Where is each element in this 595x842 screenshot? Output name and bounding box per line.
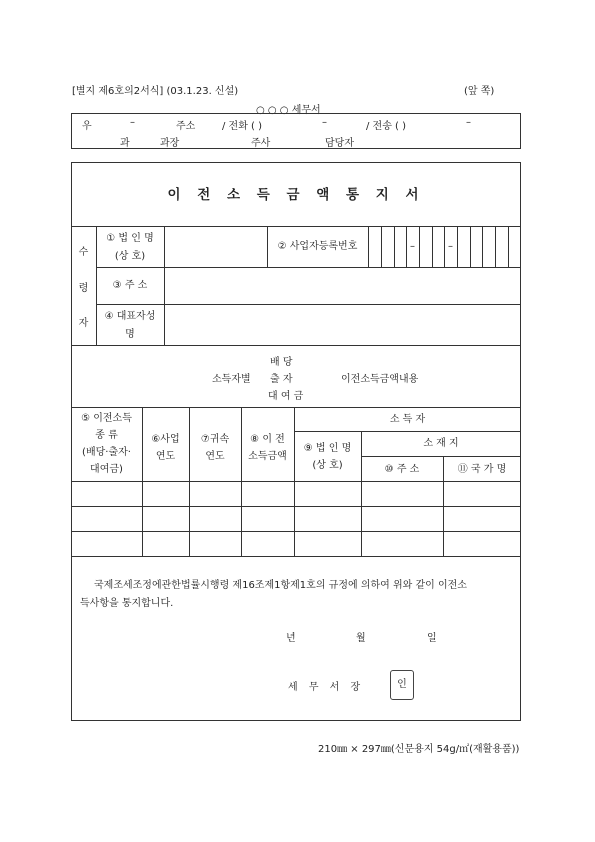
date-month: 월 [356, 633, 366, 644]
divider [71, 556, 521, 557]
divider [142, 407, 143, 556]
regno-cell [470, 226, 471, 267]
fax-label: / 전송 ( ) [366, 121, 407, 132]
regno-dash-1: – [410, 241, 415, 252]
page-side: (앞 쪽) [464, 86, 495, 97]
fax-dash: – [466, 117, 471, 128]
col-location: 소 재 지 [423, 438, 459, 449]
zip-dash: – [130, 117, 135, 128]
col-address: ⑩ 주 소 [384, 464, 420, 475]
col-earner-name-l1: ⑨ 법 인 명 [303, 443, 352, 454]
address-box [71, 113, 521, 149]
divider [241, 407, 242, 556]
section-chief-label: 과장 [160, 138, 180, 149]
divider [96, 304, 521, 305]
col-earner-name-l2: (상 호) [312, 460, 343, 471]
divider [71, 481, 521, 482]
seal-box [390, 670, 414, 700]
income-dividend: 배 당 [270, 357, 293, 368]
seal-label: 인 [397, 679, 407, 690]
recipient-char-1: 수 [78, 247, 89, 258]
signer-title: 세 무 서 장 [288, 682, 365, 693]
notice-line-2: 득사항을 통지합니다. [80, 598, 174, 609]
divider [71, 407, 521, 408]
col-earner: 소 득 자 [389, 414, 426, 425]
phone-dash: – [322, 117, 327, 128]
col-year-l2: 연도 [155, 451, 176, 462]
col-country: ⑪ 국 가 명 [457, 464, 507, 475]
col-amount-l2: 소득금액 [248, 451, 287, 462]
divider [294, 431, 521, 432]
col-attrib-l1: ⑦귀속 [200, 434, 230, 445]
col-attrib-l2: 연도 [205, 451, 225, 462]
form-id: [별지 제6호의2서식] (03.1.23. 신설) [72, 86, 239, 97]
paper-spec: 210㎜ × 297㎜(신문용지 54g/㎡(재활용품)) [318, 744, 520, 755]
income-suffix: 이전소득금액내용 [341, 374, 419, 385]
col-kind-l1: ⑤ 이전소득 [81, 413, 132, 424]
regno-cell [457, 226, 458, 267]
col-amount-l1: ⑧ 이 전 [250, 434, 285, 445]
income-loan: 대 여 금 [268, 391, 304, 402]
notice-line-1: 국제조세조정에관한법률시행령 제16조제1항제1호의 규정에 의하여 위와 같이 이전소 [94, 580, 467, 591]
division-label: 과 [120, 138, 130, 149]
regno-cell [419, 226, 420, 267]
regno-cell [394, 226, 395, 267]
income-capital: 출 자 [270, 374, 293, 385]
divider [361, 456, 521, 457]
corp-name-label-l1: ① 법 인 명 [106, 233, 154, 244]
officer-label: 주사 [251, 138, 271, 149]
date-day: 일 [427, 633, 437, 644]
regno-cell [482, 226, 483, 267]
address-label: 주소 [176, 121, 196, 132]
address-label: ③ 주 소 [112, 280, 148, 291]
divider [189, 407, 190, 556]
corp-name-label-l2: (상 호) [114, 251, 146, 262]
income-prefix: 소득자별 [212, 374, 251, 385]
biz-reg-no-label: ② 사업자등록번호 [277, 241, 358, 252]
regno-cell [368, 226, 369, 267]
regno-cell [508, 226, 509, 267]
rep-name-label-l1: ④ 대표자성 [104, 311, 156, 322]
recipient-char-2: 령 [78, 283, 89, 294]
divider [294, 407, 295, 556]
recipient-char-3: 자 [78, 318, 89, 329]
phone-label: / 전화 ( ) [222, 121, 263, 132]
rep-name-label-l2: 명 [125, 329, 135, 340]
form-title: 이 전 소 득 금 액 통 지 서 [167, 187, 425, 203]
divider [164, 226, 165, 345]
zip-label: 우 [82, 121, 92, 132]
divider [71, 531, 521, 532]
divider [71, 506, 521, 507]
col-year-l1: ⑥사업 [151, 434, 180, 445]
col-kind-l4: 대여금) [90, 464, 123, 475]
divider [71, 345, 521, 346]
regno-cell [432, 226, 433, 267]
office-name: ○ ○ ○ 세무서 [256, 105, 321, 116]
staff-label: 담당자 [325, 138, 354, 149]
col-kind-l2: 종 류 [95, 430, 118, 441]
date-year: 년 [286, 633, 296, 644]
regno-cell [495, 226, 496, 267]
regno-cell [381, 226, 382, 267]
divider [96, 267, 521, 268]
regno-dash-2: – [448, 241, 453, 252]
divider [71, 226, 521, 227]
col-kind-l3: (배당·출자· [82, 447, 131, 458]
